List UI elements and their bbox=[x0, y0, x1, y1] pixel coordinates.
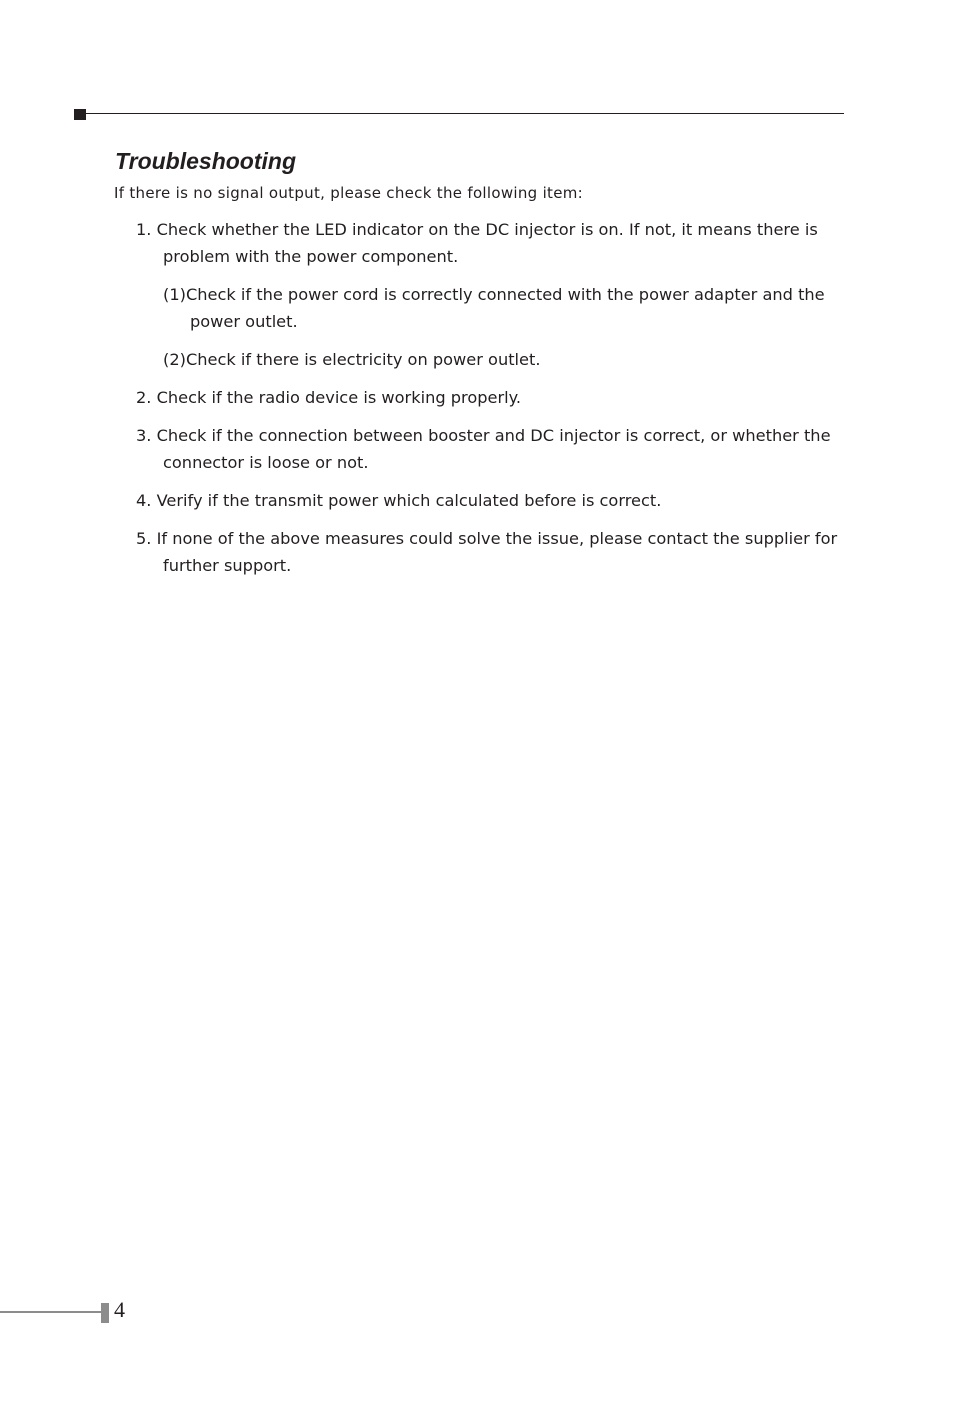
header-square-marker bbox=[74, 109, 86, 120]
item-number: 4. bbox=[136, 491, 152, 510]
item-number: 5. bbox=[136, 529, 152, 548]
header-rule bbox=[74, 109, 844, 119]
list-item-3 bbox=[136, 422, 842, 476]
item-text: Check if the power cord is correctly connected with the power adapter and the power outlet. bbox=[185, 285, 825, 331]
troubleshooting-list bbox=[136, 216, 842, 590]
item-number: (1) bbox=[163, 285, 186, 304]
item-number: 3. bbox=[136, 426, 152, 445]
intro-text: If there is no signal output, please check the following item: bbox=[114, 184, 584, 202]
page-number: 4 bbox=[114, 1297, 125, 1322]
item-text: Check if the radio device is working properly. bbox=[156, 388, 522, 407]
item-text: Check if the connection between booster and DC injector is correct, or whether the connector is loose or not. bbox=[156, 426, 831, 472]
list-subitem-1-2 bbox=[163, 346, 842, 373]
list-item-1 bbox=[136, 216, 842, 270]
item-number: 1. bbox=[136, 220, 152, 239]
item-text: If none of the above measures could solve the issue, please contact the supplier for further support. bbox=[156, 529, 838, 575]
list-subitem-1-1 bbox=[163, 281, 842, 335]
footer-rule bbox=[0, 1311, 101, 1313]
list-item-5 bbox=[136, 525, 842, 579]
item-text: Check whether the LED indicator on the DC injector is on. If not, it means there is problem with the power component. bbox=[156, 220, 818, 266]
item-number: 2. bbox=[136, 388, 152, 407]
item-text: Verify if the transmit power which calculated before is correct. bbox=[156, 491, 662, 510]
footer-marker bbox=[101, 1303, 109, 1323]
header-line bbox=[86, 113, 844, 114]
section-title: Troubleshooting bbox=[115, 148, 297, 174]
list-item-4 bbox=[136, 487, 842, 514]
list-item-2 bbox=[136, 384, 842, 411]
item-number: (2) bbox=[163, 350, 186, 369]
item-text: Check if there is electricity on power outlet. bbox=[185, 350, 541, 369]
